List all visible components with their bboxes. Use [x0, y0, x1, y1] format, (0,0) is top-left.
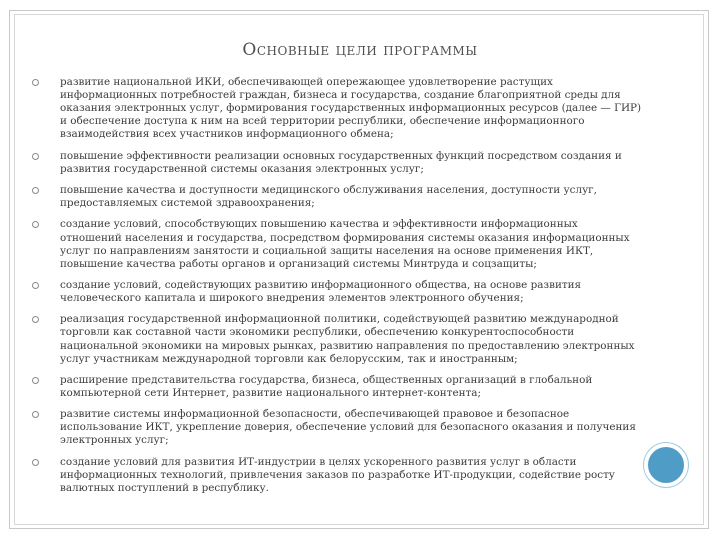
list-item-text: развитие национальной ИКИ, обеспечивающей опережающее удовлетворение растущих информационных потребностей граждан, бизнеса и государства, создание благоприятной среды для оказания электронных услуг, формирования государственных информационных ресурсов (далее — ГИР) и обеспечение доступа к ним на всей территории республики, обеспечение информационного взаимодействия всех участников информационного обмена; [60, 76, 642, 141]
list-item-text: повышение эффективности реализации основных государственных функций посредством создания и развития государственной системы оказания электронных услуг; [60, 149, 622, 175]
list-item [32, 408, 642, 447]
list-item-text: создание условий, способствующих повышению качества и эффективности информационных отношений населения и государства, посредством формирования системы оказания информационных услуг по направлениям занятости и социальной защиты населения на основе применения ИКТ, повышение качества работы органов и организаций системы Минтруда и соцзащиты; [60, 218, 630, 270]
list-item-text: создание условий для развития ИТ-индустрии в целях ускоренного развития услуг в области информационных технологий, привлечения заказов по разработке ИТ-продукции, содействие росту валютных поступлений в республику. [60, 455, 615, 494]
bullet-circle-icon [32, 153, 39, 160]
list-item-text: повышение качества и доступности медицинского обслуживания населения, доступности услуг, предоставляемых системой здравоохранения; [60, 184, 597, 210]
bullet-circle-icon [32, 411, 39, 418]
bullet-circle-icon [32, 316, 39, 323]
list-item-text: реализация государственной информационной политики, содействующей развитию международной торговли как составной части экономики республики, обеспечению конкурентоспособности национальной экономики на мировых рынках, развитию направления по предоставлению электронных услуг участникам международной торговли как белорусским, так и иностранным; [60, 313, 635, 365]
bullet-circle-icon [32, 187, 39, 194]
list-item [32, 374, 642, 400]
bullet-circle-icon [32, 79, 39, 86]
bullet-list [32, 76, 642, 503]
bullet-circle-icon [32, 221, 39, 228]
list-item [32, 218, 642, 270]
list-item-text: расширение представительства государства, бизнеса, общественных организаций в глобальной компьютерной сети Интернет, развитие национального интернет-контента; [60, 373, 593, 399]
bullet-circle-icon [32, 377, 39, 384]
list-item [32, 313, 642, 365]
list-item [32, 184, 642, 210]
list-item-text: создание условий, содействующих развитию информационного общества, на основе развития человеческого капитала и широкого внедрения элементов электронного обучения; [60, 278, 582, 305]
bullet-circle-icon [32, 282, 39, 289]
slide-title: Основные цели программы [242, 40, 478, 60]
list-item [32, 279, 642, 305]
list-item [32, 150, 642, 176]
list-item-text: развитие системы информационной безопасности, обеспечивающей правовое и безопасное использование ИКТ, укрепление доверия, обеспечение условий для безопасного оказания и получения электронных услуг; [60, 408, 636, 447]
list-item [32, 456, 642, 495]
bullet-circle-icon [32, 459, 39, 466]
decorative-circle-icon [644, 443, 688, 487]
list-item [32, 76, 642, 141]
